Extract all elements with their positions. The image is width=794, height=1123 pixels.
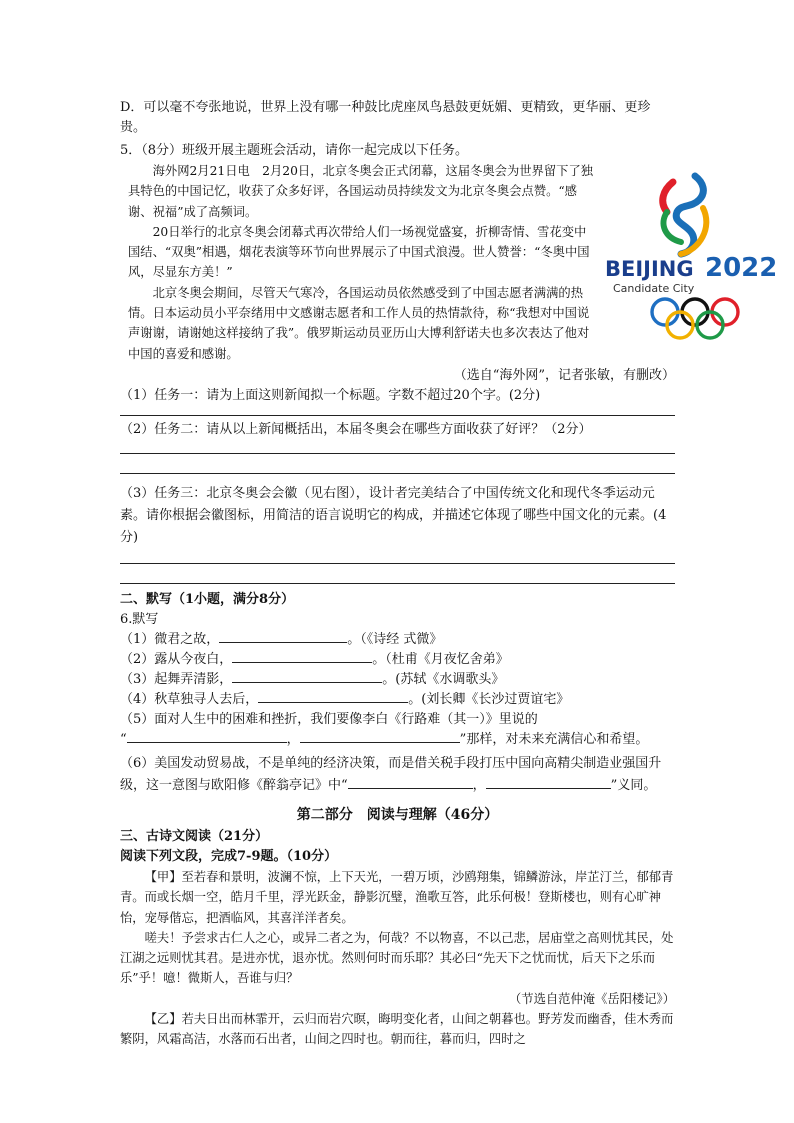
news-para-1: 海外网2月21日电 2月20日，北京冬奥会正式闭幕，这届冬奥会为世界留下了独具特色的中国记忆，收获了众多好评，各国运动员持续发文为北京冬奥会点赞。“感谢、祝福”成了高频词。 xyxy=(128,164,594,219)
passage-jia-1: 【甲】至若春和景明，波澜不惊，上下天光，一碧万顷，沙鸥翔集，锦鳞游泳，岸芷汀兰，郁郁青青。而或长烟一空，皓月千里，浮光跃金，静影沉璧，渔歌互答，此乐何极！登斯楼也，则有心旷神怡，宠辱偕忘，把酒临风，其喜洋洋者矣。 xyxy=(120,869,674,925)
section3-instructions: 阅读下列文段，完成7-9题。（10分） xyxy=(120,848,338,864)
task3-answer-line-1[interactable] xyxy=(120,563,675,564)
q6-title: 6.默写 xyxy=(120,611,159,627)
task3-prompt: （3）任务三：北京冬奥会会徽（见右图），设计者完美结合了中国传统文化和现代冬季运动元素。请你根据会徽图标，用简洁的语言说明它的构成，并描述它体现了哪些中国文化的元素。(4分) xyxy=(120,485,667,545)
news-passage xyxy=(128,161,598,364)
blank[interactable] xyxy=(300,730,460,743)
part2-title: 第二部分 阅读与理解（46分） xyxy=(296,806,499,823)
emblem-icon xyxy=(603,168,775,344)
dictation-item-5b: “ ， ”那样，对未来充满信心和希望。 xyxy=(120,731,649,747)
exam-page xyxy=(120,98,675,1050)
passage-jia-source: （节选自范仲淹《岳阳楼记》） xyxy=(508,991,675,1006)
dictation-item-3: （3）起舞弄清影， 。(苏轼《水调歌头》 xyxy=(120,671,505,687)
news-para-2: 20日举行的北京冬奥会闭幕式再次带给人们一场视觉盛宴，折柳寄情、雪花变中国结、“双奥”相遇，烟花表演等环节向世界展示了中国式浪漫。世人赞誉：“冬奥中国风，尽显东方美！” xyxy=(128,224,590,280)
blank[interactable] xyxy=(348,776,473,789)
section3-title: 三、古诗文阅读（21分） xyxy=(120,828,269,844)
task2-answer-line-1[interactable] xyxy=(120,453,675,454)
emblem-year: 2022 xyxy=(705,253,775,283)
task1-answer-line[interactable] xyxy=(120,415,675,416)
blank[interactable] xyxy=(232,670,382,683)
task1-prompt: （1）任务一：请为上面这则新闻拟一个标题。字数不超过20个字。(2分) xyxy=(120,387,541,403)
blank[interactable] xyxy=(127,730,287,743)
dictation-items xyxy=(120,630,675,797)
task2-answer-line-2[interactable] xyxy=(120,473,675,474)
dictation-item-6: （6）美国发动贸易战，不是单纯的经济决策，而是借关税手段打压中国向高精尖制造业强国升级，这一意图与欧阳修《醉翁亭记》中“ ， ”义同。 xyxy=(120,755,662,793)
news-para-3: 北京冬奥会期间，尽管天气寒冷，各国运动员依然感受到了中国志愿者满满的热情。日本运动员小平奈绪用中文感谢志愿者和工作人员的热情款待，称“我想对中国说声谢谢，请谢她这样接纳了我”。俄罗斯运动员亚历山大博利舒诺夫也多次表达了他对中国的喜爱和感谢。 xyxy=(128,285,590,361)
dictation-item-1: （1）微君之故， 。（《诗经 式微》 xyxy=(120,631,443,647)
task3-answer-line-2[interactable] xyxy=(120,583,675,584)
dictation-item-4: （4）秋草独寻人去后， 。(刘长卿《长沙过贾谊宅》 xyxy=(120,691,570,707)
blank[interactable] xyxy=(486,776,611,789)
option-d: D．可以毫不夸张地说，世界上没有哪一种鼓比虎座凤鸟悬鼓更妩媚、更精致，更华丽、更珍贵。 xyxy=(120,100,651,135)
news-source: （选自“海外网”，记者张敏，有删改） xyxy=(453,367,675,383)
blank[interactable] xyxy=(232,650,372,663)
blank[interactable] xyxy=(219,630,347,643)
beijing-2022-emblem xyxy=(603,168,775,344)
olympic-rings-icon xyxy=(652,299,738,338)
blank[interactable] xyxy=(258,690,408,703)
task2-prompt: （2）任务二：请从以上新闻概括出，本届冬奥会在哪些方面收获了好评？（2分） xyxy=(120,421,592,437)
passage-yi: 【乙】若夫日出而林霏开，云归而岩穴暝，晦明变化者，山间之朝暮也。野芳发而幽香，佳木秀而繁阴，风霜高洁，水落而石出者，山间之四时也。朝而往，暮而归，四时之 xyxy=(120,1012,674,1047)
section2-title: 二、默写（1小题，满分8分） xyxy=(120,591,295,607)
emblem-word: BEIJING xyxy=(605,257,694,281)
dictation-item-5a: （5）面对人生中的困难和挫折，我们要像李白《行路难（其一）》里说的 xyxy=(120,711,538,727)
classical-passage xyxy=(120,867,675,1050)
passage-jia-2: 嗟夫！予尝求古仁人之心，或异二者之为，何哉？不以物喜，不以己悲，居庙堂之高则忧其民，处江湖之远则忧其君。是进亦忧，退亦忧。然则何时而乐耶？其必曰“先天下之忧而忧，后天下之乐而乐”乎！噫！微斯人，吾谁与归？ xyxy=(120,930,674,986)
dictation-item-2: （2）露从今夜白， 。（杜甫《月夜忆舍弟》 xyxy=(120,651,509,667)
q5-stem: 5．（8分）班级开展主题班会活动，请你一起完成以下任务。 xyxy=(120,143,469,158)
emblem-subtitle: Candidate City xyxy=(613,282,695,295)
